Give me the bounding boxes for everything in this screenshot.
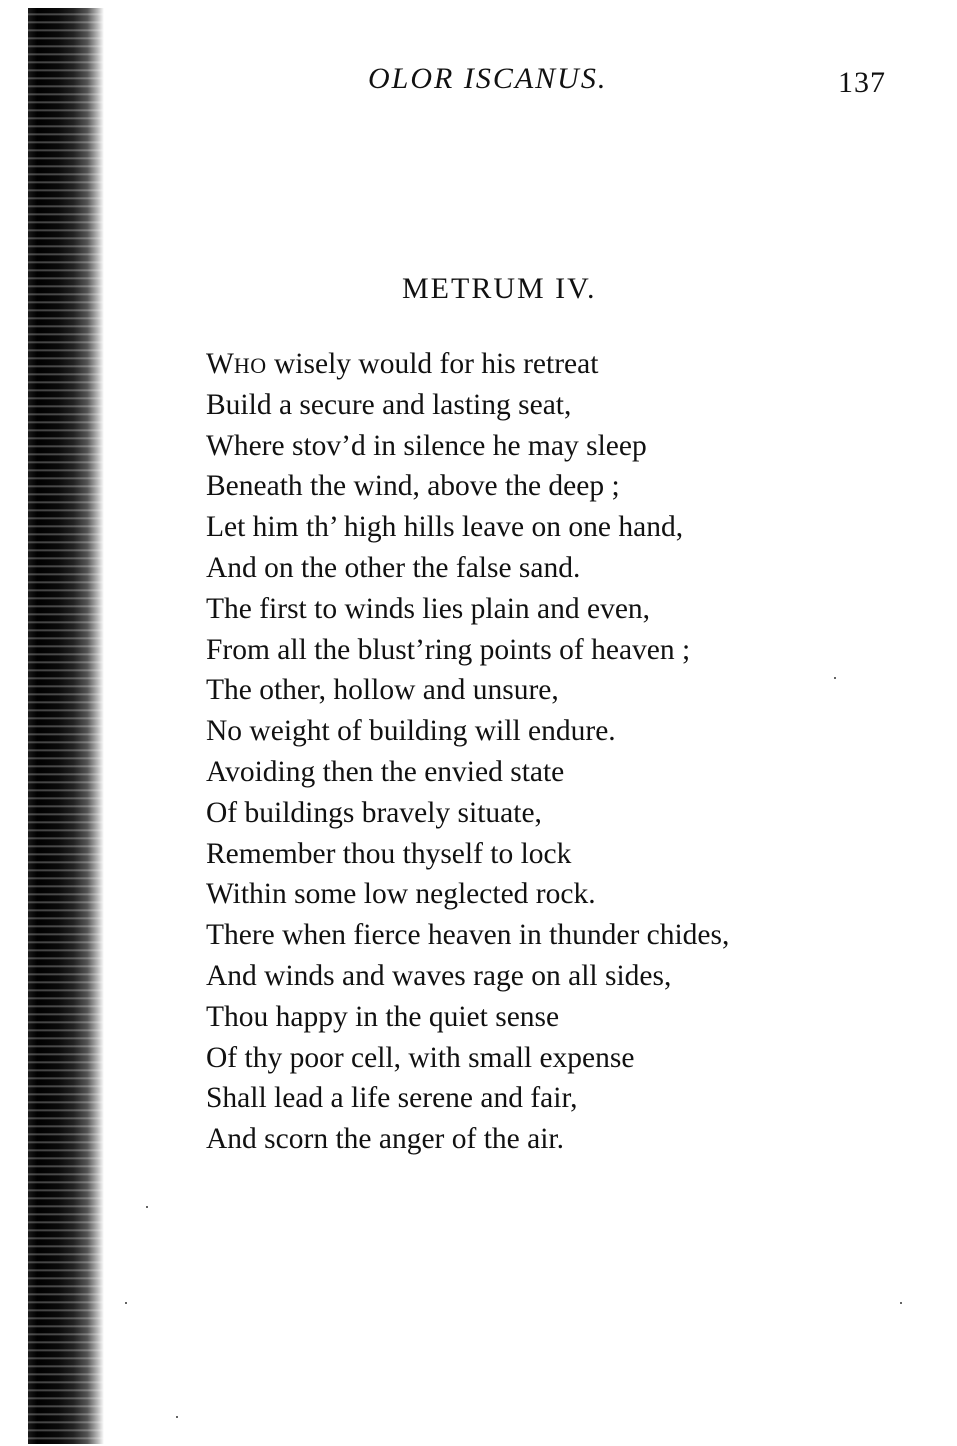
poem-line: Let him th’ high hills leave on one hand,	[206, 511, 684, 544]
poem-line: Beneath the wind, above the deep ;	[206, 470, 620, 503]
poem-line-1	[206, 344, 866, 385]
scan-speck	[900, 1302, 902, 1304]
poem-line: Within some low neglected rock.	[206, 878, 596, 911]
poem-line: There when fierce heaven in thunder chides,	[206, 919, 730, 952]
poem-line: Remember thou thyself to lock	[206, 837, 572, 870]
poem-line: No weight of building will endure.	[206, 715, 616, 748]
poem-line: Avoiding then the envied state	[206, 755, 565, 788]
poem-line: And winds and waves rage on all sides,	[206, 959, 672, 992]
poem	[206, 344, 866, 1160]
poem-line: Of thy poor cell, with small expense	[206, 1041, 635, 1074]
poem-line: From all the blust’ring points of heaven ;	[206, 633, 691, 666]
poem-line: And scorn the anger of the air.	[206, 1123, 564, 1156]
poem-line: Build a secure and lasting seat,	[206, 388, 572, 421]
page-header	[0, 62, 957, 102]
scan-speck	[176, 1416, 178, 1418]
poem-line: And on the other the false sand.	[206, 551, 581, 584]
scan-speck	[125, 1302, 127, 1304]
binding-edge-shadow	[28, 8, 104, 1444]
scan-speck	[146, 1206, 148, 1208]
first-line-text: wisely would for his retreat	[266, 348, 599, 380]
poem-line: Thou happy in the quiet sense	[206, 1000, 560, 1033]
smallcaps-word: HO	[233, 353, 267, 378]
running-title: OLOR ISCANUS.	[368, 62, 608, 95]
poem-line: Where stov’d in silence he may sleep	[206, 429, 647, 462]
poem-line: The first to winds lies plain and even,	[206, 592, 651, 625]
poem-line: The other, hollow and unsure,	[206, 674, 559, 707]
page-number: 137	[838, 66, 886, 99]
poem-line: Of buildings bravely situate,	[206, 796, 542, 829]
drop-initial: W	[206, 348, 234, 380]
scan-speck	[834, 677, 836, 679]
section-heading: METRUM IV.	[402, 272, 597, 305]
poem-line: Shall lead a life serene and fair,	[206, 1082, 578, 1115]
